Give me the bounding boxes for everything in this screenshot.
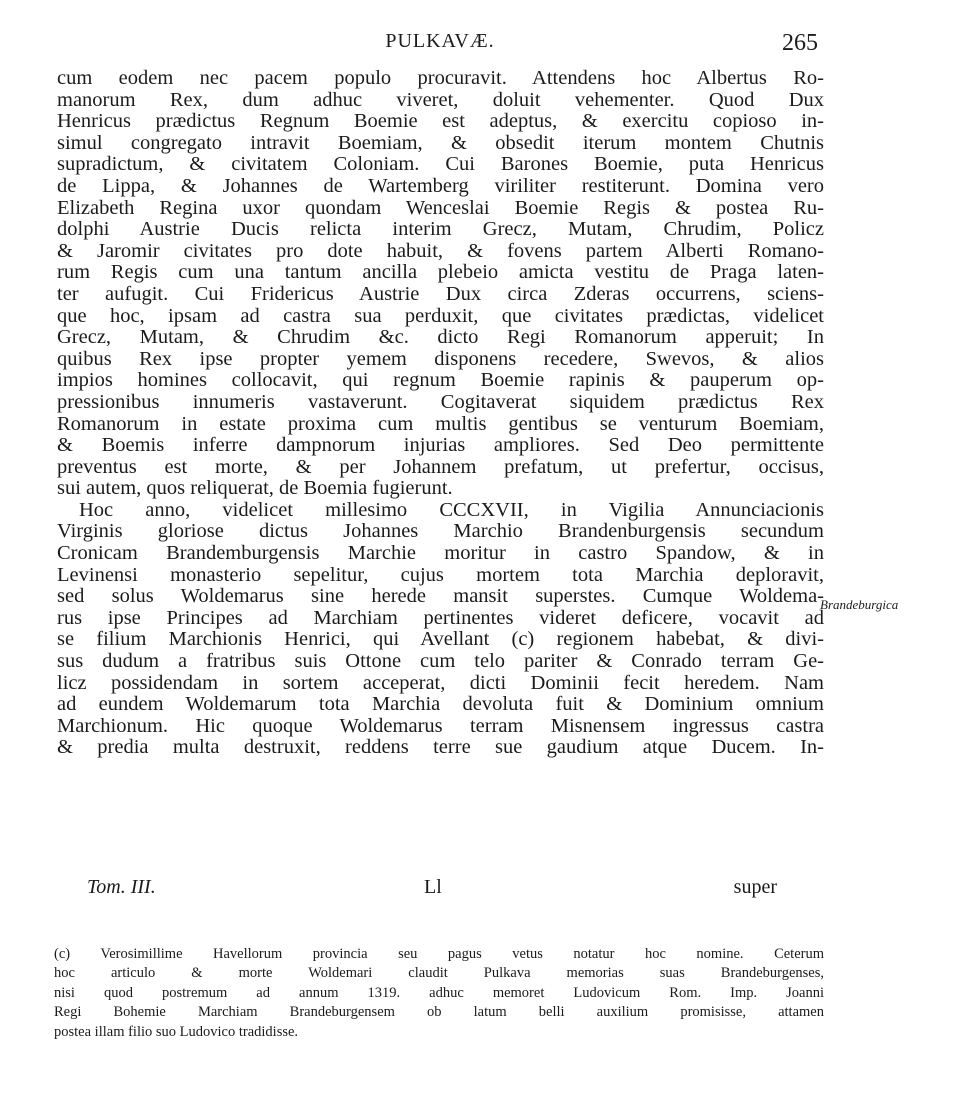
text-line: Marchionum. Hic quoque Woldemarus terram Misnensem ingressus castra (57, 715, 824, 737)
text-line: & predia multa destruxit, reddens terre sue gaudium atque Ducem. In- (57, 737, 824, 759)
text-line: manorum Rex, dum adhuc viveret, doluit vehementer. Quod Dux (57, 89, 824, 111)
footnote-line: nisi quod postremum ad annum 1319. adhuc memoret Ludovicum Rom. Imp. Joanni (54, 984, 824, 1001)
catchword: super (733, 876, 777, 898)
volume-label: Tom. III. (87, 876, 156, 898)
text-line: que hoc, ipsam ad castra sua perduxit, que civitates prædictas, videlicet (57, 305, 824, 327)
text-line: ad eundem Woldemarum tota Marchia devoluta fuit & Dominium omnium (57, 694, 824, 716)
text-line: sui autem, quos reliquerat, de Boemia fugierunt. (57, 478, 453, 500)
text-line: ter aufugit. Cui Fridericus Austrie Dux circa Zderas occurrens, sciens- (57, 283, 824, 305)
text-line: Cronicam Brandemburgensis Marchie moritur in castro Spandow, & in (57, 543, 824, 565)
footnote-line: Regi Bohemie Marchiam Brandeburgensem ob latum belli auxilium promisisse, attamen (54, 1004, 824, 1021)
main-text (57, 68, 824, 759)
text-line: Elizabeth Regina uxor quondam Wenceslai Boemie Regis & postea Ru- (57, 197, 824, 219)
page-footer (87, 876, 777, 902)
running-head: PULKAVÆ. (385, 30, 495, 52)
page-header (56, 30, 824, 64)
footnote (54, 945, 824, 1042)
margin-note: Brandeburgica (820, 597, 899, 612)
page-number: 265 (782, 30, 818, 56)
text-line: dolphi Austrie Ducis relicta interim Grecz, Mutam, Chrudim, Policz (57, 219, 824, 241)
footnote-line: hoc articulo & morte Woldemari claudit Pulkava memorias suas Brandeburgenses, (54, 965, 824, 982)
text-line: cum eodem nec pacem populo procuravit. Attendens hoc Albertus Ro- (57, 68, 824, 89)
footnote-line: postea illam filio suo Ludovico tradidisse. (54, 1023, 299, 1040)
footnote-line: (c) Verosimillime Havellorum provincia seu pagus vetus notatur hoc nomine. Ceterum (54, 946, 824, 962)
text-line: rum Regis cum una tantum ancilla plebeio amicta vestitu de Praga laten- (57, 262, 824, 284)
text-line: de Lippa, & Johannes de Wartemberg viriliter restiterunt. Domina vero (57, 175, 824, 197)
text-line: & Jaromir civitates pro dote habuit, & fovens partem Alberti Romano- (57, 240, 824, 262)
text-line: rus ipse Principes ad Marchiam pertinentes videret deficere, vocavit ad (57, 607, 824, 629)
text-line: Henricus prædictus Regnum Boemie est adeptus, & exercitu copioso in- (57, 111, 824, 133)
text-line: Romanorum in estate proxima cum multis gentibus se venturum Boemiam, (57, 413, 824, 435)
text-line: preventus est morte, & per Johannem prefatum, ut prefertur, occisus, (57, 456, 824, 478)
text-line: quibus Rex ipse propter yemem disponens recedere, Swevos, & alios (57, 348, 824, 370)
text-line: & Boemis inferre dampnorum injurias ampliores. Sed Deo permittente (57, 435, 824, 457)
text-line: sed solus Woldemarus sine herede mansit superstes. Cumque Woldema- (57, 586, 824, 608)
text-line: Levinensi monasterio sepelitur, cujus mortem tota Marchia deploravit, (57, 564, 824, 586)
text-line: licz possidendam in sortem acceperat, dicti Dominii fecit heredem. Nam (57, 672, 824, 694)
text-line: sus dudum a fratribus suis Ottone cum telo pariter & Conrado terram Ge- (57, 651, 824, 673)
text-line: supradictum, & civitatem Coloniam. Cui Barones Boemie, puta Henricus (57, 154, 824, 176)
paragraph-start-line: Hoc anno, videlicet millesimo CCCXVII, in Vigilia Annunciacionis (79, 499, 824, 521)
text-line: simul congregato intravit Boemiam, & obsedit iterum montem Chutnis (57, 132, 824, 154)
text-line: Virginis gloriose dictus Johannes Marchio Brandenburgensis secundum (57, 521, 824, 543)
text-line: Grecz, Mutam, & Chrudim &c. dicto Regi Romanorum apperuit; In (57, 327, 824, 349)
text-line: impios homines collocavit, qui regnum Boemie rapinis & pauperum op- (57, 370, 824, 392)
text-line: se filium Marchionis Henrici, qui Avellant (c) regionem habebat, & divi- (57, 629, 824, 651)
signature-mark: Ll (424, 876, 442, 898)
text-line: pressionibus innumeris vastaverunt. Cogitaverat siquidem prædictus Rex (57, 391, 824, 413)
